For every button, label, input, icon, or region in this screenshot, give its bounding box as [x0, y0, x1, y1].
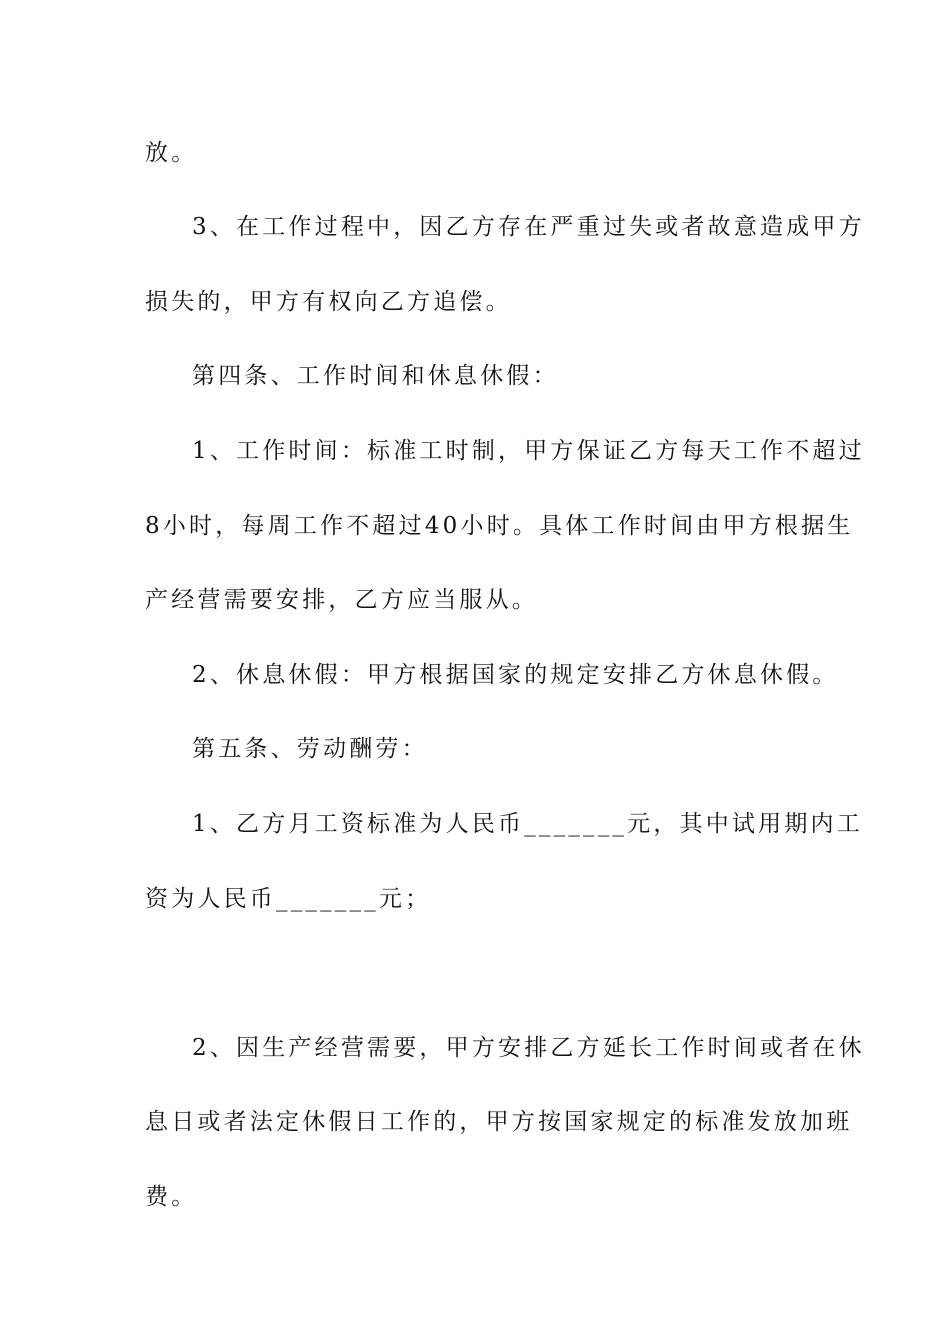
text-line: 1、工作时间：标准工时制，甲方保证乙方每天工作不超过	[192, 438, 865, 464]
text-line: 放。	[145, 140, 198, 166]
text-line: 1、乙方月工资标准为人民币_______元，其中试用期内工	[192, 811, 863, 837]
text-line: 损失的，甲方有权向乙方追偿。	[145, 289, 512, 315]
text-line: 8小时，每周工作不超过40小时。具体工作时间由甲方根据生	[145, 513, 854, 539]
text-line: 3、在工作过程中，因乙方存在严重过失或者故意造成甲方	[192, 214, 865, 240]
text-line: 资为人民币_______元；	[145, 886, 432, 912]
section-heading: 第四条、工作时间和休息休假：	[192, 363, 559, 389]
text-line: 2、因生产经营需要，甲方安排乙方延长工作时间或者在休	[192, 1035, 865, 1061]
section-heading: 第五条、劳动酬劳：	[192, 736, 428, 762]
text-line: 产经营需要安排，乙方应当服从。	[145, 587, 538, 613]
text-line: 息日或者法定休假日工作的，甲方按国家规定的标准发放加班	[145, 1109, 853, 1135]
text-line: 2、休息休假：甲方根据国家的规定安排乙方休息休假。	[192, 662, 839, 688]
text-line: 费。	[145, 1184, 198, 1210]
